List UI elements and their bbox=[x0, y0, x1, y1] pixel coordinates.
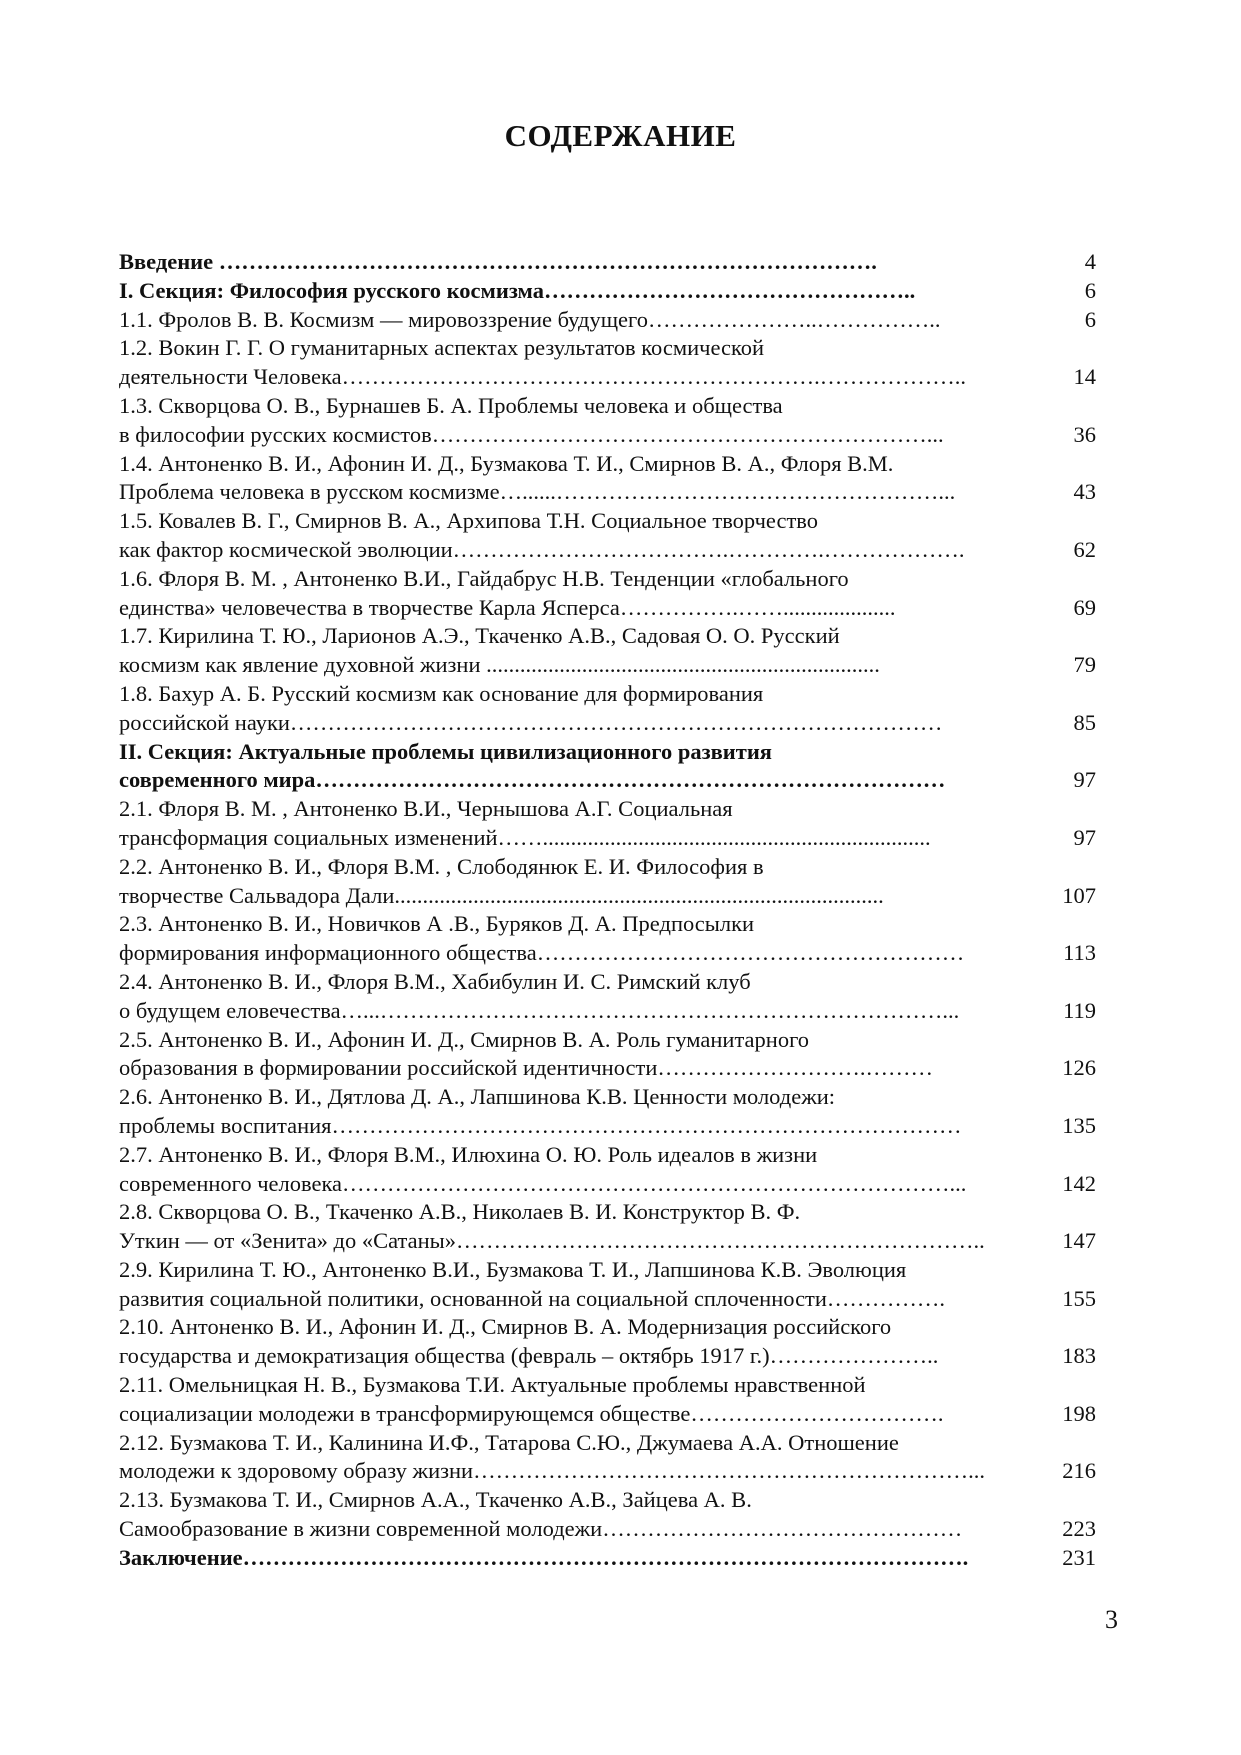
toc-entry-page: 119 bbox=[1063, 997, 1096, 1023]
toc-entry-title bbox=[119, 248, 1039, 277]
toc-entry-line: проблемы воспитания………………………………………………………………………… bbox=[119, 1112, 962, 1138]
toc-entry bbox=[119, 1429, 1104, 1487]
toc-entry-page: 6 bbox=[1084, 306, 1096, 332]
toc-entry bbox=[119, 910, 1104, 968]
toc-entry-line: Проблема человека в русском космизме…......……………………………………………... bbox=[119, 479, 956, 505]
toc-entry-title bbox=[119, 910, 1039, 968]
toc-entry bbox=[119, 1026, 1104, 1084]
toc-entry-page: 135 bbox=[1062, 1112, 1096, 1138]
toc-entry-line: Уткин — от «Зенита» до «Сатаны»…………………………………………………………….. bbox=[119, 1228, 985, 1254]
toc-entry bbox=[119, 1083, 1104, 1141]
toc-entry-page: 43 bbox=[1073, 479, 1096, 505]
toc-entry-line: 2.9. Кирилина Т. Ю., Антоненко В.И., Бузмакова Т. И., Лапшинова К.В. Эволюция bbox=[119, 1256, 907, 1282]
toc-entry-page: 223 bbox=[1062, 1516, 1096, 1542]
toc-entry-title bbox=[119, 680, 1039, 738]
table-of-contents bbox=[119, 248, 1104, 1573]
toc-entry-line: о будущем еловечества…...…………………………………………………………………... bbox=[119, 997, 960, 1023]
toc-entry-line: космизм как явление духовной жизни ...................................................................... bbox=[119, 652, 880, 678]
toc-entry-title bbox=[119, 1256, 1039, 1314]
toc-entry-line: 1.7. Кирилина Т. Ю., Ларионов А.Э., Ткаченко А.В., Садовая О. О. Русский bbox=[119, 623, 840, 649]
toc-entry bbox=[119, 277, 1104, 306]
toc-entry-line: 2.3. Антоненко В. И., Новичков А .В., Буряков Д. А. Предпосылки bbox=[119, 911, 755, 937]
toc-entry-page: 147 bbox=[1062, 1228, 1096, 1254]
toc-entry-title bbox=[119, 1429, 1039, 1487]
toc-entry bbox=[119, 1313, 1104, 1371]
toc-entry-line: 1.8. Бахур А. Б. Русский космизм как основание для формирования bbox=[119, 680, 764, 706]
toc-entry-title bbox=[119, 507, 1039, 565]
toc-entry-line: единства» человечества в творчестве Карла Ясперса…………….…….................... bbox=[119, 594, 896, 620]
toc-entry bbox=[119, 1486, 1104, 1544]
toc-entry-line: как фактор космической эволюции……………………………….………….………………. bbox=[119, 536, 965, 562]
toc-entry-line: 1.4. Антоненко В. И., Афонин И. Д., Бузмакова Т. И., Смирнов В. А., Флоря В.М. bbox=[119, 450, 894, 476]
toc-entry-line: 2.4. Антоненко В. И., Флоря В.М., Хабибулин И. С. Римский клуб bbox=[119, 968, 751, 994]
toc-entry-line: 1.6. Флоря В. М. , Антоненко В.И., Гайдабрус Н.В. Тенденции «глобального bbox=[119, 565, 849, 591]
toc-entry-page: 113 bbox=[1063, 940, 1096, 966]
toc-entry-line: 1.3. Скворцова О. В., Бурнашев Б. А. Проблемы человека и общества bbox=[119, 392, 783, 418]
toc-entry-title bbox=[119, 1371, 1039, 1429]
toc-entry-page: 97 bbox=[1073, 767, 1096, 793]
toc-entry-line: формирования информационного общества………………………………………………… bbox=[119, 940, 965, 966]
toc-entry-line: 2.12. Бузмакова Т. И., Калинина И.Ф., Татарова С.Ю., Джумаева А.А. Отношение bbox=[119, 1429, 899, 1455]
toc-entry-title bbox=[119, 968, 1039, 1026]
toc-entry bbox=[119, 450, 1104, 508]
toc-entry-page: 6 bbox=[1084, 277, 1096, 303]
toc-entry-title bbox=[119, 1198, 1039, 1256]
toc-entry-line: 1.1. Фролов В. В. Космизм — мировоззрение будущего…………………..…………….. bbox=[119, 306, 941, 332]
toc-entry bbox=[119, 334, 1104, 392]
toc-entry-page: 4 bbox=[1084, 249, 1096, 274]
toc-entry-page: 79 bbox=[1073, 652, 1096, 678]
toc-entry-line: Самообразование в жизни современной молодежи………………………………………… bbox=[119, 1516, 963, 1542]
toc-entry bbox=[119, 738, 1104, 796]
toc-entry-line: 2.6. Антоненко В. И., Дятлова Д. А., Лапшинова К.В. Ценности молодежи: bbox=[119, 1084, 836, 1110]
toc-entry-page: 62 bbox=[1073, 536, 1096, 562]
toc-entry-line: 2.11. Омельницкая Н. В., Бузмакова Т.И. Актуальные проблемы нравственной bbox=[119, 1372, 866, 1398]
toc-entry-page: 14 bbox=[1073, 364, 1096, 390]
toc-entry-title bbox=[119, 565, 1039, 623]
toc-entry-title bbox=[119, 1313, 1039, 1371]
toc-entry-title bbox=[119, 795, 1039, 853]
toc-entry bbox=[119, 1141, 1104, 1199]
toc-entry-title bbox=[119, 622, 1039, 680]
toc-entry bbox=[119, 795, 1104, 853]
toc-entry-page: 183 bbox=[1062, 1343, 1096, 1369]
toc-entry bbox=[119, 1544, 1104, 1573]
toc-entry-title bbox=[119, 1083, 1039, 1141]
toc-entry-title bbox=[119, 1141, 1039, 1199]
toc-entry-page: 155 bbox=[1062, 1285, 1096, 1311]
toc-entry-line: I. Секция: Философия русского космизма………………………………………….. bbox=[119, 277, 916, 303]
toc-entry-line: 2.5. Антоненко В. И., Афонин И. Д., Смирнов В. А. Роль гуманитарного bbox=[119, 1026, 809, 1052]
toc-entry-line: трансформация социальных изменений……..................................................................... bbox=[119, 824, 931, 850]
toc-entry-line: деятельности Человека……………………………………………………….……………….. bbox=[119, 364, 966, 390]
toc-entry-title bbox=[119, 1544, 1039, 1573]
toc-entry bbox=[119, 248, 1104, 277]
toc-entry bbox=[119, 1256, 1104, 1314]
toc-entry-page: 85 bbox=[1073, 709, 1096, 735]
toc-entry-title bbox=[119, 334, 1039, 392]
toc-entry-line: 2.13. Бузмакова Т. И., Смирнов А.А., Ткаченко А.В., Зайцева А. В. bbox=[119, 1487, 752, 1513]
toc-entry bbox=[119, 622, 1104, 680]
toc-entry-line: Заключение……………………………………………………………………………………. bbox=[119, 1544, 969, 1570]
toc-entry-page: 231 bbox=[1062, 1544, 1096, 1570]
toc-entry bbox=[119, 1371, 1104, 1429]
toc-entry-page: 198 bbox=[1062, 1400, 1096, 1426]
toc-entry-title bbox=[119, 738, 1039, 796]
toc-entry-line: 2.1. Флоря В. М. , Антоненко В.И., Чернышова А.Г. Социальная bbox=[119, 796, 733, 822]
toc-entry-line: социализации молодежи в трансформирующемся обществе……………………………. bbox=[119, 1400, 944, 1426]
toc-entry-line: 2.10. Антоненко В. И., Афонин И. Д., Смирнов В. А. Модернизация российского bbox=[119, 1314, 892, 1340]
toc-entry-page: 69 bbox=[1073, 594, 1096, 620]
toc-entry-line: Введение ……………………………………………………………………………. bbox=[119, 249, 877, 274]
toc-entry bbox=[119, 565, 1104, 623]
toc-entry bbox=[119, 507, 1104, 565]
toc-entry-title bbox=[119, 392, 1039, 450]
toc-entry-page: 97 bbox=[1073, 824, 1096, 850]
toc-entry-page: 36 bbox=[1073, 421, 1096, 447]
toc-entry-line: 2.8. Скворцова О. В., Ткаченко А.В., Николаев В. И. Конструктор В. Ф. bbox=[119, 1199, 801, 1225]
toc-entry-line: 2.2. Антоненко В. И., Флоря В.М. , Слободянюк Е. И. Философия в bbox=[119, 853, 764, 879]
toc-entry-line: в философии русских космистов…………………………………………………………... bbox=[119, 421, 944, 447]
toc-entry-page: 142 bbox=[1062, 1170, 1096, 1196]
toc-entry-line: 1.5. Ковалев В. Г., Смирнов В. А., Архипова Т.Н. Социальное творчество bbox=[119, 508, 819, 534]
toc-entry-title bbox=[119, 1026, 1039, 1084]
page-number: 3 bbox=[1105, 1605, 1118, 1634]
toc-entry-title bbox=[119, 853, 1039, 911]
page-title: СОДЕРЖАНИЕ bbox=[504, 118, 737, 153]
toc-entry-title bbox=[119, 1486, 1039, 1544]
toc-entry-line: 2.7. Антоненко В. И., Флоря В.М., Илюхина О. Ю. Роль идеалов в жизни bbox=[119, 1141, 818, 1167]
toc-entry-line: молодежи к здоровому образу жизни…………………………………………………………... bbox=[119, 1458, 985, 1484]
toc-entry bbox=[119, 680, 1104, 738]
toc-entry-line: современного мира………………………………………………………………………… bbox=[119, 767, 946, 793]
toc-entry-page: 216 bbox=[1062, 1458, 1096, 1484]
toc-entry bbox=[119, 1198, 1104, 1256]
toc-entry bbox=[119, 306, 1104, 335]
toc-entry-title bbox=[119, 450, 1039, 508]
toc-entry-line: 1.2. Вокин Г. Г. О гуманитарных аспектах результатов космической bbox=[119, 335, 765, 361]
toc-entry-page: 126 bbox=[1062, 1055, 1096, 1081]
toc-entry bbox=[119, 853, 1104, 911]
toc-entry-line: развития социальной политики, основанной на социальной сплоченности……………. bbox=[119, 1285, 946, 1311]
toc-entry-line: II. Секция: Актуальные проблемы цивилизационного развития bbox=[119, 738, 772, 764]
toc-entry-title bbox=[119, 277, 1039, 306]
toc-entry-title bbox=[119, 306, 1039, 335]
toc-entry bbox=[119, 968, 1104, 1026]
toc-entry-line: современного человека………………………………………………………………………... bbox=[119, 1170, 967, 1196]
toc-entry-line: государства и демократизация общества (февраль – октябрь 1917 г.)………………….. bbox=[119, 1343, 939, 1369]
toc-entry bbox=[119, 392, 1104, 450]
toc-entry-line: российской науки…………………………………………………………………………… bbox=[119, 709, 943, 735]
toc-entry-line: творчестве Сальвадора Дали....................................................................................... bbox=[119, 882, 884, 908]
toc-entry-page: 107 bbox=[1062, 882, 1096, 908]
toc-entry-line: образования в формировании российской идентичности……………………….……… bbox=[119, 1055, 933, 1081]
